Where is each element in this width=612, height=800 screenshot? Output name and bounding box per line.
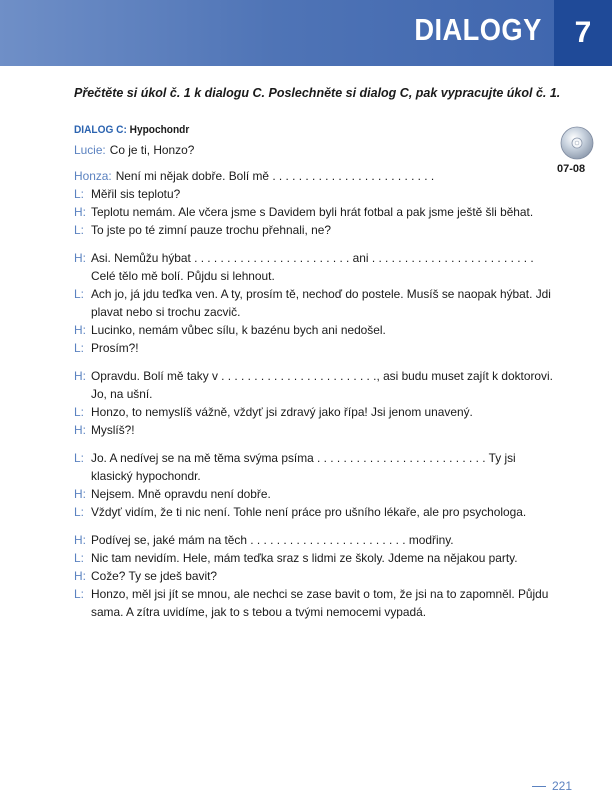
line-text: Prosím?! bbox=[91, 341, 139, 355]
line-text: Teplotu nemám. Ale včera jsme s Davidem byli hrát fotbal a pak jsme ještě šli běhat. bbox=[91, 205, 534, 219]
dialog-line bbox=[74, 221, 556, 239]
speaker: H: bbox=[74, 251, 86, 265]
line-text: Lucinko, nemám vůbec sílu, k bazénu bych ani nedošel. bbox=[91, 323, 386, 337]
dialog-lines bbox=[74, 141, 556, 621]
speaker: H: bbox=[74, 533, 86, 547]
line-text: To jste po té zimní pauze trochu přehnali, ne? bbox=[91, 223, 331, 237]
speaker: H: bbox=[74, 369, 86, 383]
footer-dash bbox=[532, 786, 546, 787]
dialog-line bbox=[74, 203, 556, 221]
speaker: H: bbox=[74, 423, 86, 437]
dialog-line bbox=[74, 549, 556, 567]
dialog-line bbox=[74, 321, 556, 339]
speaker: Honza: bbox=[74, 169, 112, 183]
section-title: DIALOGY bbox=[414, 12, 542, 47]
line-text: Myslíš?! bbox=[91, 423, 135, 437]
dialog-line bbox=[74, 503, 556, 521]
dialog-line bbox=[74, 285, 556, 321]
speaker: H: bbox=[74, 487, 86, 501]
speaker: H: bbox=[74, 205, 86, 219]
line-text: Není mi nějak dobře. Bolí mě . . . . . . . . . . . . . . . . . . . . . . . . . bbox=[115, 169, 435, 183]
line-text: Ach jo, já jdu teďka ven. A ty, prosím tě, nechoď do postele. Musíš se naopak hýbat. Jdi plavat nebo si trochu zacvič. bbox=[91, 287, 551, 319]
dialog-line bbox=[74, 449, 556, 485]
line-text: Nic tam nevidím. Hele, mám teďka sraz s lidmi ze školy. Jdeme na nějakou party. bbox=[91, 551, 518, 565]
dialog-line bbox=[74, 249, 556, 285]
dialog-line bbox=[74, 167, 556, 185]
line-text: Honzo, to nemyslíš vážně, vždyť jsi zdravý jako řípa! Jsi jenom unavený. bbox=[91, 405, 473, 419]
dialog-line bbox=[74, 339, 556, 357]
line-text: Opravdu. Bolí mě taky v . . . . . . . . . . . . . . . . . . . . . . . ., asi budu muset zajít k doktorovi. Jo, na ušní. bbox=[91, 369, 553, 401]
dialog-line bbox=[74, 485, 556, 503]
cd-icon bbox=[560, 126, 594, 160]
page-header bbox=[0, 0, 612, 66]
line-text: Asi. Nemůžu hýbat . . . . . . . . . . . . . . . . . . . . . . . . ani . . . . . . . . . . . . . . . . . . . . . . . . . Celé tělo mě bolí. Půjdu si lehnout. bbox=[91, 251, 534, 283]
line-text: Měřil sis teplotu? bbox=[91, 187, 181, 201]
dialog-line bbox=[74, 421, 556, 439]
speaker: L: bbox=[74, 551, 84, 565]
speaker: H: bbox=[74, 569, 86, 583]
dialog-line bbox=[74, 567, 556, 585]
speaker: L: bbox=[74, 187, 84, 201]
speaker: L: bbox=[74, 405, 84, 419]
exercise-instruction: Přečtěte si úkol č. 1 k dialogu C. Poslechněte si dialog C, pak vypracujte úkol č. 1. bbox=[74, 86, 561, 100]
speaker: Lucie: bbox=[74, 143, 106, 157]
dialog-line bbox=[74, 531, 556, 549]
dialog-line bbox=[74, 185, 556, 203]
speaker: L: bbox=[74, 451, 84, 465]
line-text: Podívej se, jaké mám na těch . . . . . . . . . . . . . . . . . . . . . . . . modřiny. bbox=[91, 533, 454, 547]
dialog-heading bbox=[74, 124, 189, 136]
page-number: 221 bbox=[551, 779, 572, 793]
line-text: Cože? Ty se jdeš bavit? bbox=[91, 569, 218, 583]
speaker: H: bbox=[74, 323, 86, 337]
dialog-line bbox=[74, 367, 556, 403]
speaker: L: bbox=[74, 223, 84, 237]
line-text: Nejsem. Mně opravdu není dobře. bbox=[91, 487, 271, 501]
line-text: Jo. A nedívej se na mě těma svýma psíma . . . . . . . . . . . . . . . . . . . . . . . . . . Ty jsi klasický hypochondr. bbox=[91, 451, 516, 483]
dialog-line bbox=[74, 585, 556, 621]
speaker: L: bbox=[74, 587, 84, 601]
speaker: L: bbox=[74, 505, 84, 519]
dialog-line bbox=[74, 141, 556, 159]
dialog-title: Hypochondr bbox=[129, 124, 190, 136]
speaker: L: bbox=[74, 341, 84, 355]
dialog-line bbox=[74, 403, 556, 421]
dialog-code: DIALOG C: bbox=[74, 124, 127, 136]
audio-track-number: 07-08 bbox=[557, 163, 586, 175]
line-text: Co je ti, Honzo? bbox=[109, 143, 195, 157]
chapter-number: 7 bbox=[554, 0, 612, 66]
line-text: Honzo, měl jsi jít se mnou, ale nechci se zase bavit o tom, že jsi na to zapomněl. Půjdu sama. A zítra uvidíme, jak to s tebou a tvými nemocemi vypadá. bbox=[91, 587, 549, 619]
speaker: L: bbox=[74, 287, 84, 301]
page-footer bbox=[532, 779, 572, 793]
line-text: Vždyť vidím, že ti nic není. Tohle není práce pro ušního lékaře, ale pro psychologa. bbox=[91, 505, 527, 519]
